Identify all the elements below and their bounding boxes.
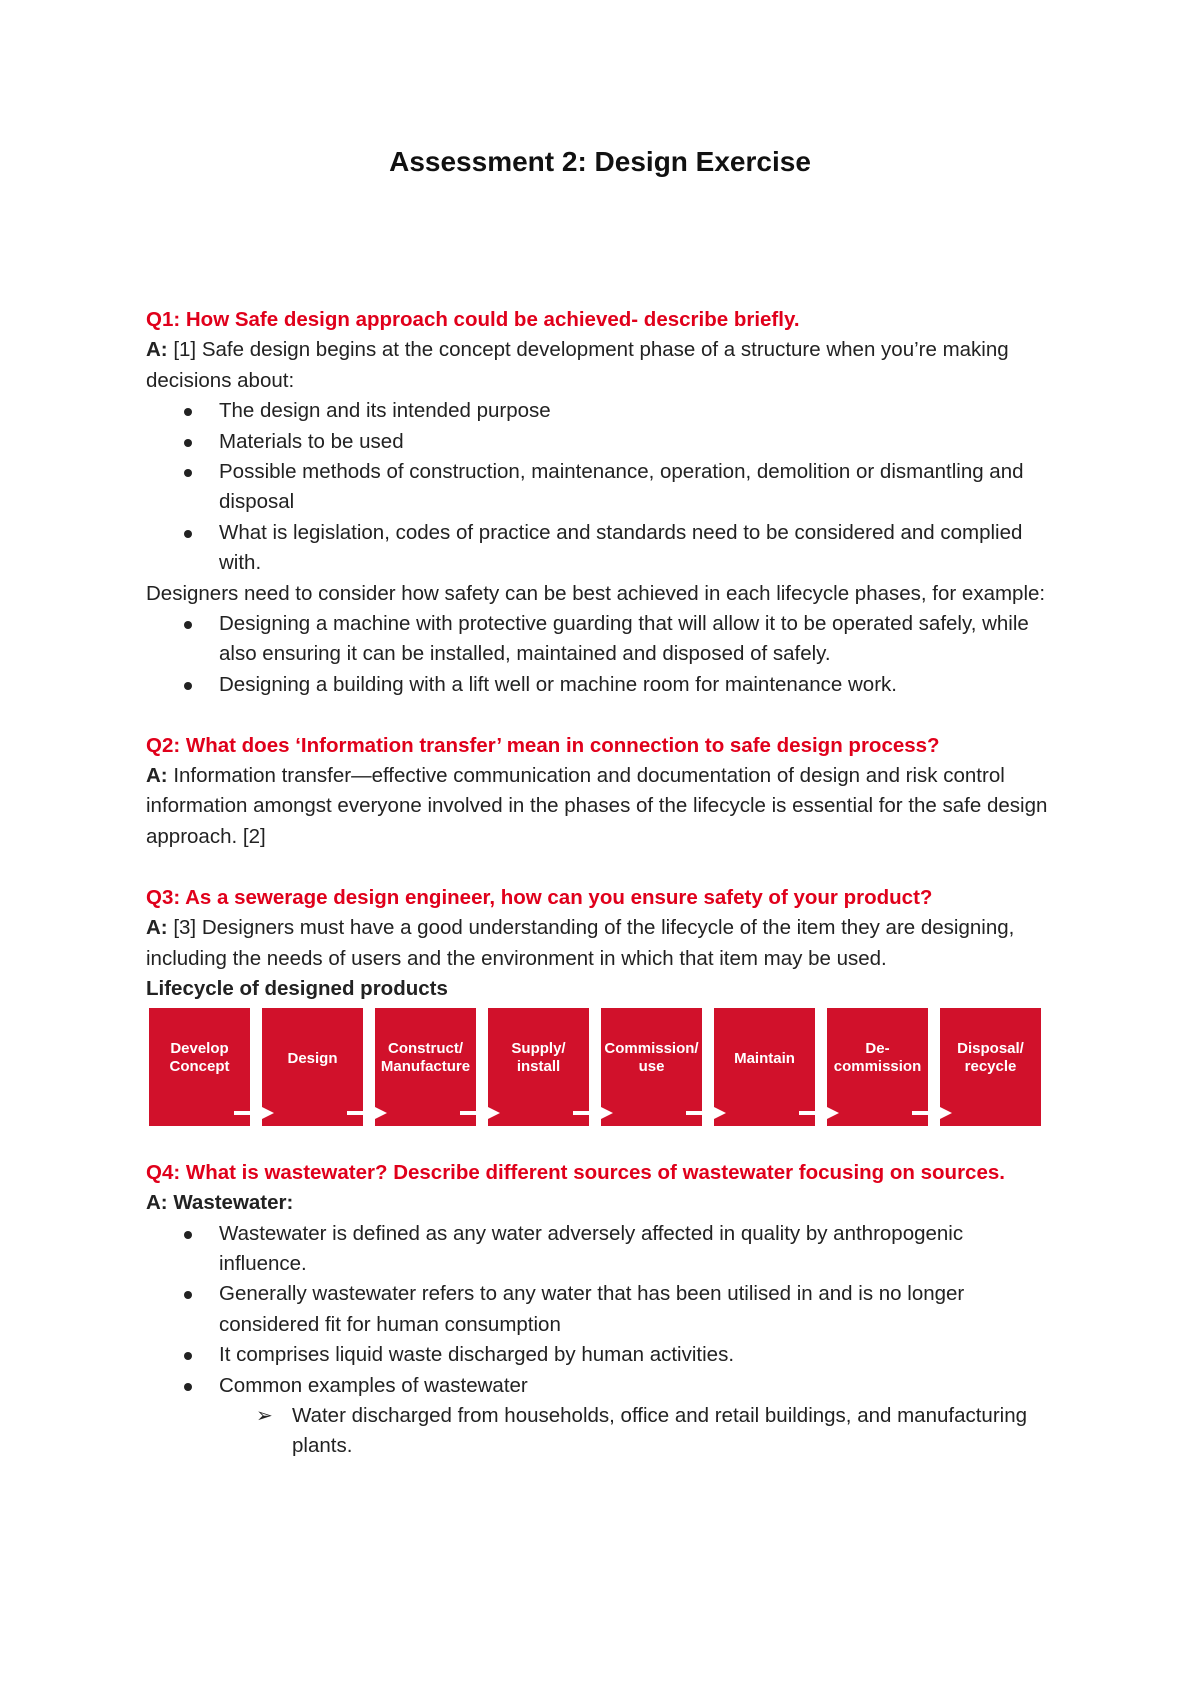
q4-bullet-list: [146, 1219, 1056, 1401]
stage-label-line2: Concept: [169, 1058, 230, 1076]
stage-label-line2: Manufacture: [380, 1058, 471, 1076]
list-item: Materials to be used: [146, 427, 1056, 457]
q4-sub-bullet-list: [146, 1401, 1056, 1462]
lifecycle-stage-disposal-recycle: [940, 1008, 1041, 1126]
q2-answer-label: A:: [146, 764, 168, 788]
list-item: Possible methods of construction, maintenance, operation, demolition or dismantling and disposal: [146, 457, 1056, 518]
arrow-right-icon: [686, 1106, 726, 1120]
stage-label-line1: Disposal/: [957, 1040, 1024, 1058]
page-title: Assessment 2: Design Exercise: [389, 146, 811, 177]
q4-answer-label: A: Wastewater:: [146, 1191, 294, 1215]
q3-answer-label: A:: [146, 916, 168, 940]
list-item: It comprises liquid waste discharged by human activities.: [146, 1340, 1056, 1370]
list-item: ➢ Water discharged from households, office and retail buildings, and manufacturing plants.: [146, 1401, 1056, 1462]
stage-label-line2: install: [516, 1058, 561, 1076]
arrow-right-icon: [234, 1106, 274, 1120]
q2-answer-text: Information transfer—effective communication and documentation of design and risk control information amongst everyone involved in the phases of the lifecycle is essential for the safe design approach. [2]: [146, 764, 1048, 848]
spacer: [146, 1127, 1056, 1157]
q1-bullet-list-2: [146, 609, 1056, 700]
q1-answer-label: A:: [146, 338, 168, 362]
arrow-right-icon: [573, 1106, 613, 1120]
arrow-right-icon: [799, 1106, 839, 1120]
arrow-right-icon: [460, 1106, 500, 1120]
q2-question: Q2: What does ‘Information transfer’ mean in connection to safe design process?: [146, 733, 940, 757]
q2-answer: [146, 761, 1056, 852]
list-item: Generally wastewater refers to any water that has been utilised in and is no longer considered fit for human consumption: [146, 1279, 1056, 1340]
stage-label-line1: Construct/: [388, 1040, 463, 1058]
list-item: The design and its intended purpose: [146, 396, 1056, 426]
stage-label-line1: Develop: [170, 1040, 229, 1058]
list-item: Common examples of wastewater: [146, 1371, 1056, 1401]
lifecycle-diagram: [146, 1008, 1056, 1126]
spacer: [146, 852, 1056, 882]
q1-paragraph-2: Designers need to consider how safety can be best achieved in each lifecycle phases, for example:: [146, 581, 1046, 605]
stage-label-line1: De-: [865, 1040, 890, 1058]
q3-answer-text: [3] Designers must have a good understanding of the lifecycle of the item they are designing, including the needs of users and the environment in which that item may be used.: [146, 916, 1015, 970]
stage-label-line1: Commission/: [604, 1040, 699, 1058]
stage-label-line2: recycle: [964, 1058, 1017, 1076]
list-item: Designing a building with a lift well or machine room for maintenance work.: [146, 670, 1056, 700]
q1-answer-intro: [1] Safe design begins at the concept development phase of a structure when you’re making decisions about:: [146, 338, 1009, 392]
stage-label-line2: use: [638, 1058, 665, 1076]
q3-question: Q3: As a sewerage design engineer, how can you ensure safety of your product?: [146, 885, 933, 909]
stage-label-line1: Supply/: [511, 1040, 566, 1058]
document-body: [146, 305, 1056, 1462]
list-item: Wastewater is defined as any water adversely affected in quality by anthropogenic influence.: [146, 1219, 1056, 1280]
q1-bullet-list: [146, 396, 1056, 578]
spacer: [146, 700, 1056, 730]
arrow-right-icon: [912, 1106, 952, 1120]
lifecycle-heading: Lifecycle of designed products: [146, 976, 448, 1000]
q1-question: Q1: How Safe design approach could be achieved- describe briefly.: [146, 308, 800, 331]
q4-question: Q4: What is wastewater? Describe different sources of wastewater focusing on sources.: [146, 1160, 1005, 1184]
stage-label-line1: Maintain: [734, 1050, 795, 1068]
stage-label-line1: Design: [287, 1050, 338, 1068]
q1-answer: [146, 335, 1056, 396]
arrow-right-icon: [347, 1106, 387, 1120]
stage-label-line2: commission: [833, 1058, 922, 1076]
list-item: Designing a machine with protective guarding that will allow it to be operated safely, while also ensuring it can be installed, maintained and disposed of safely.: [146, 609, 1056, 670]
list-item: What is legislation, codes of practice and standards need to be considered and complied with.: [146, 518, 1056, 579]
q3-answer: [146, 913, 1056, 974]
